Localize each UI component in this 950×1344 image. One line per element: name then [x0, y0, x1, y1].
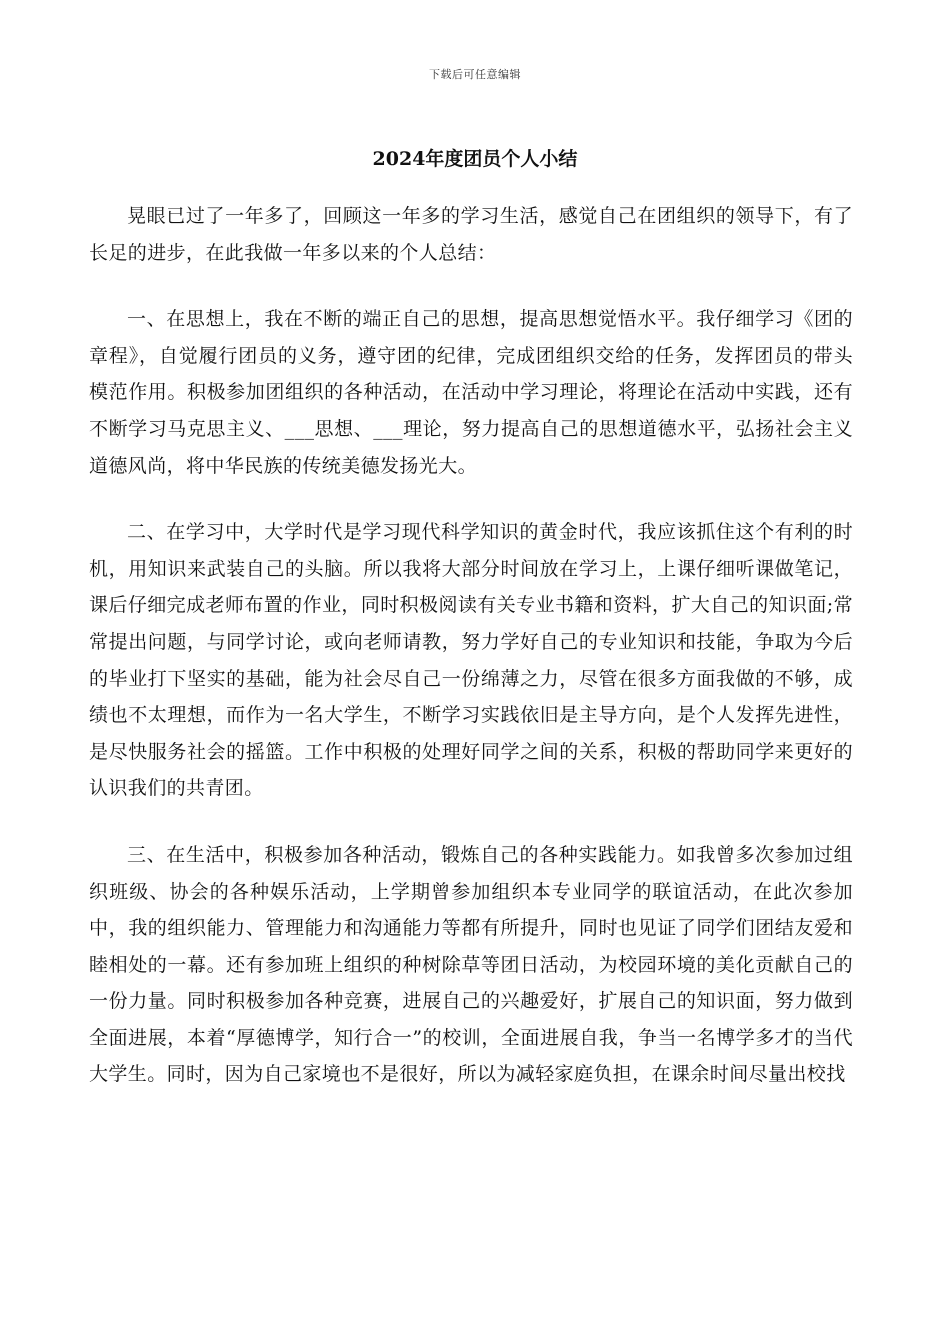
header-note: 下载后可任意编辑 [429, 68, 521, 81]
document-title: 2024年度团员个人小结 [372, 148, 578, 170]
document-body [89, 198, 853, 1093]
paragraph-thought: 一、在思想上，我在不断的端正自己的思想，提高思想觉悟水平。我仔细学习《团的章程》，自觉履行团员的义务，遵守团的纪律，完成团组织交给的任务，发挥团员的带头模范作用。积极参加团组织的各种活动，在活动中学习理论，将理论在活动中实践，还有不断学习马克思主义、___思想、___理论，努力提高自己的思想道德水平，弘扬社会主义道德风尚，将中华民族的传统美德发扬光大。 [89, 308, 853, 477]
paragraph-study: 二、在学习中，大学时代是学习现代科学知识的黄金时代，我应该抓住这个有利的时机，用知识来武装自己的头脑。所以我将大部分时间放在学习上，上课仔细听课做笔记，课后仔细完成老师布置的作业，同时积极阅读有关专业书籍和资料，扩大自己的知识面;常常提出问题，与同学讨论，或向老师请教，努力学好自己的专业知识和技能，争取为今后的毕业打下坚实的基础，能为社会尽自己一份绵薄之力，尽管在很多方面我做的不够，成绩也不太理想，而作为一名大学生，不断学习实践依旧是主导方向，是个人发挥先进性，是尽快服务社会的摇篮。工作中积极的处理好同学之间的关系，积极的帮助同学来更好的认识我们的共青团。 [89, 521, 853, 800]
paragraph-intro: 晃眼已过了一年多了，回顾这一年多的学习生活，感觉自己在团组织的领导下，有了长足的进步，在此我做一年多以来的个人总结： [89, 205, 853, 264]
paragraph-life: 三、在生活中，积极参加各种活动，锻炼自己的各种实践能力。如我曾多次参加过组织班级、协会的各种娱乐活动，上学期曾参加组织本专业同学的联谊活动，在此次参加中，我的组织能力、管理能力和沟通能力等都有所提升，同时也见证了同学们团结友爱和睦相处的一幕。还有参加班上组织的种树除草等团日活动，为校园环境的美化贡献自己的一份力量。同时积极参加各种竞赛，进展自己的兴趣爱好，扩展自己的知识面，努力做到全面进展，本着“厚德博学，知行合一”的校训，全面进展自我，争当一名博学多才的当代大学生。同时，因为自己家境也不是很好，所以为减轻家庭负担，在课余时间尽量出校找 [89, 843, 853, 1086]
